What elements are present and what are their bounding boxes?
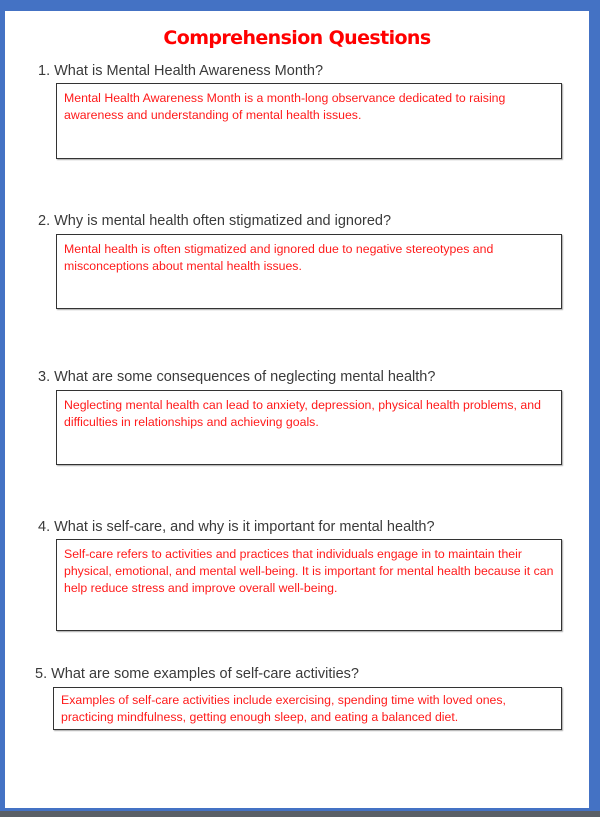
question-2: 2. Why is mental health often stigmatized and ignored? — [38, 213, 392, 229]
answer-text-4: Self-care refers to activities and practices that individuals engage in to maintain their physical, emotional, and mental well-being. It is important for mental health because it can help reduce stress and improve overall well-being. — [64, 547, 554, 595]
question-5: 5. What are some examples of self-care activities? — [35, 666, 359, 682]
answer-box-4[interactable] — [56, 539, 562, 631]
answer-box-2[interactable] — [56, 234, 562, 309]
worksheet-page — [5, 11, 589, 808]
question-3: 3. What are some consequences of neglecting mental health? — [38, 369, 436, 385]
answer-text-1: Mental Health Awareness Month is a month-long observance dedicated to raising awareness and understanding of mental health issues. — [64, 91, 506, 122]
answer-box-1[interactable] — [56, 83, 562, 159]
answer-box-5[interactable] — [53, 687, 562, 730]
answer-box-3[interactable] — [56, 390, 562, 465]
question-4: 4. What is self-care, and why is it important for mental health? — [38, 519, 435, 535]
answer-text-2: Mental health is often stigmatized and ignored due to negative stereotypes and misconceptions about mental health issues. — [64, 242, 494, 273]
bottom-strip — [0, 811, 600, 817]
answer-text-3: Neglecting mental health can lead to anxiety, depression, physical health problems, and difficulties in relationships and achieving goals. — [64, 398, 541, 429]
question-1: 1. What is Mental Health Awareness Month? — [38, 63, 324, 79]
answer-text-5: Examples of self-care activities include exercising, spending time with loved ones, practicing mindfulness, getting enough sleep, and eating a balanced diet. — [61, 693, 506, 724]
page-title: Comprehension Questions — [163, 27, 431, 49]
